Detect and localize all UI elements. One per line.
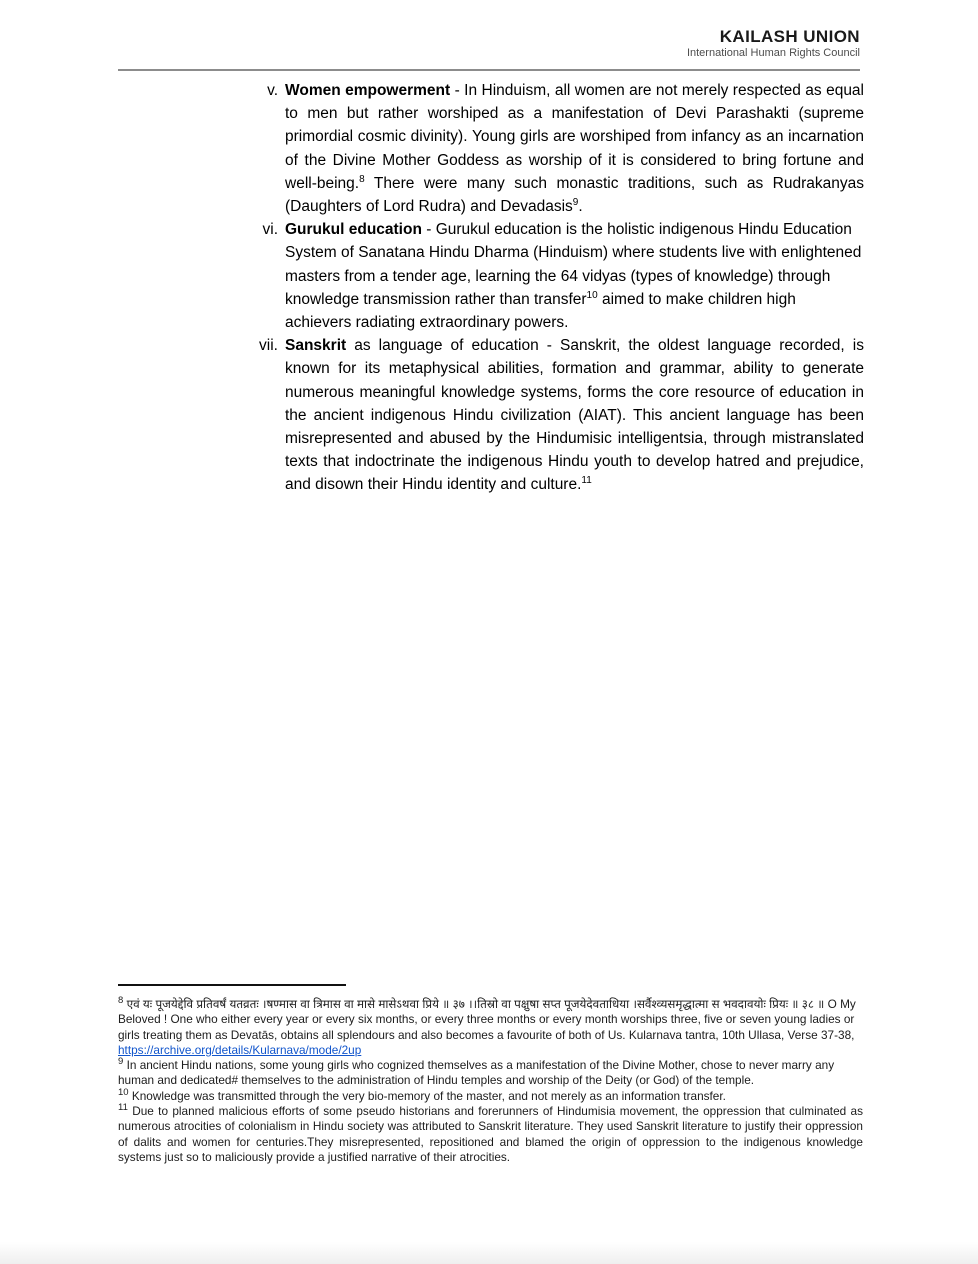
footnote-10 bbox=[118, 1086, 863, 1104]
footnote-9 bbox=[118, 1058, 863, 1089]
footnote-8 bbox=[118, 997, 863, 1058]
list-marker-v: v. bbox=[267, 82, 278, 99]
footnote-11-text: Due to planned malicious efforts of some pseudo historians and forerunners of Hindumisia movement, the oppression that culminated as numerous atrocities of colonialism in Hindu society was attributed to Sanskrit literature. They used Sanskrit literature to justify their oppression of dalits and women for centuries.They misrepresented, repositioned and blamed the origin of oppression to the indigenous knowledge systems just so to maliciously provide a justified narrative of their atrocities. bbox=[118, 1104, 863, 1164]
org-name: KAILASH UNION bbox=[719, 27, 860, 46]
footnote-number-9: 9 bbox=[118, 1056, 124, 1068]
page-bottom-edge bbox=[0, 1242, 978, 1264]
list-item-vii-text bbox=[285, 334, 864, 496]
footnote-8-text: एवं यः पूजयेद्देवि प्रतिवर्षं यतव्रतः ।षण्मास वा त्रिमास वा मासे मासेऽथवा प्रिये ॥ ३७ ।।तिस्रो वा पक्षुषा सप्त पूजयेदेवताधिया ।सर्वैश्व्यसमृद्धात्मा स भवदावयोः प्रियः ॥ ३८ ॥ O My Beloved ! One who either every year or every six months, or every three months or every month worships three, five or seven young ladies or girls treating them as Devatās, obtains all splendours and also becomes a favourite of both of Us. Kularnava tantra, 10th Ullasa, Verse 37-38, bbox=[118, 997, 856, 1042]
item-vi-text-segment: aimed to make children high achievers radiating extraordinary powers. bbox=[285, 290, 796, 332]
list-item-vi bbox=[250, 218, 864, 334]
footnote-9-text: In ancient Hindu nations, some young girls who cognized themselves as a manifestation of the Divine Mother, chose to never marry any human and dedicated# themselves to the administration of Hindu temples and worship of the Deity (or God) of the temple. bbox=[118, 1058, 835, 1088]
list-item-vi-text bbox=[285, 218, 864, 334]
list-item-v-text bbox=[285, 79, 864, 218]
footnote-number-8: 8 bbox=[118, 995, 124, 1007]
footnote-ref-8: 8 bbox=[359, 173, 365, 185]
list-item-vii bbox=[250, 334, 864, 496]
item-v-text-segment: There were many such monastic traditions, such as Rudrakanyas (Daughters of Lord Rudra) and Devadasis bbox=[285, 174, 864, 216]
item-v-text-segment: . bbox=[578, 198, 583, 216]
item-vii-bold-lead: Sanskrit bbox=[285, 337, 347, 355]
page-header bbox=[687, 27, 860, 60]
list-marker-vi: vi. bbox=[262, 221, 278, 239]
org-subtitle: International Human Rights Council bbox=[686, 47, 860, 59]
list-marker-vii: vii. bbox=[259, 337, 278, 355]
footnote-ref-10: 10 bbox=[586, 289, 598, 301]
header-rule bbox=[118, 69, 860, 71]
footnote-number-10: 10 bbox=[118, 1086, 129, 1098]
footnote-11 bbox=[118, 1104, 863, 1165]
footnote-number-11: 11 bbox=[118, 1102, 128, 1114]
item-vi-bold-lead: Gurukul education bbox=[285, 221, 422, 239]
footnote-ref-11: 11 bbox=[581, 475, 592, 487]
footnote-10-text: Knowledge was transmitted through the very bio-memory of the master, and not merely as an information transfer. bbox=[128, 1088, 726, 1103]
item-vi-text-segment: - Gurukul education is the holistic indigenous Hindu Education System of Sanatana Hindu Dharma (Hinduism) where students live with enlightened masters from a tender age, learning the 64 vidyas (types of knowledge) through knowledge transmission rather than transfer bbox=[285, 221, 862, 308]
footnote-8-link[interactable]: https://archive.org/details/Kularnava/mode/2up bbox=[118, 1042, 362, 1057]
footnote-separator-rule bbox=[118, 984, 346, 986]
item-v-bold-lead: Women empowerment bbox=[285, 82, 451, 99]
footnotes-section bbox=[118, 980, 863, 1165]
list-item-v bbox=[250, 79, 864, 218]
document-body-list bbox=[250, 79, 864, 497]
footnote-ref-9: 9 bbox=[572, 196, 579, 208]
item-vii-text-segment: as language of education - Sanskrit, the oldest language recorded, is known for its metaphysical abilities, formation and grammar, ability to generate numerous meaningful knowledge systems, forms the core resource of education in the ancient indigenous Hindu civilization (AIAT). This ancient language has been misrepresented and abused by the Hindumisic intelligentsia, through mistranslated texts that indoctrinate the indigenous Hindu youth to develop hatred and prejudice, and disown their Hindu identity and culture. bbox=[285, 337, 864, 494]
item-v-text-segment: - In Hinduism, all women are not merely respected as equal to men but rather worshiped as a manifestation of Devi Parashakti (supreme primordial cosmic divinity). Young girls are worshiped from infancy as an incarnation of the Divine Mother Goddess as worship of it is considered to bring fortune and well-being. bbox=[285, 82, 864, 192]
